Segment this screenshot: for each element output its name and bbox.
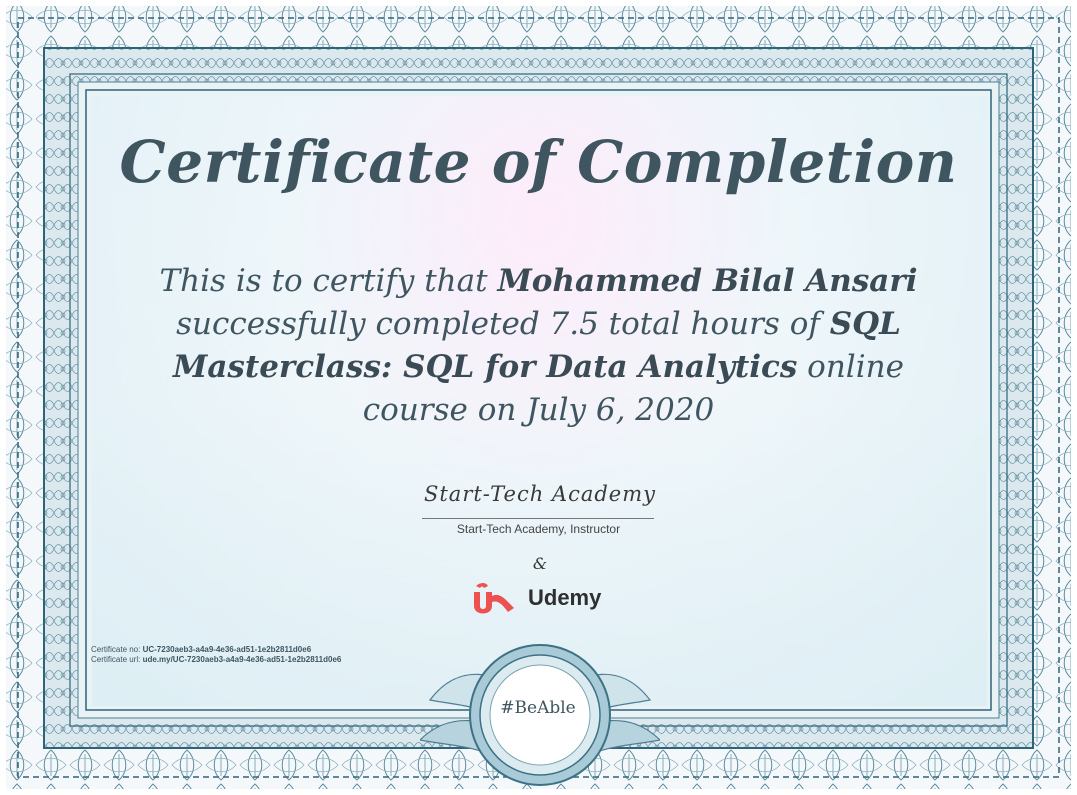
instructor-signature: Start-Tech Academy (423, 482, 657, 506)
recipient-name: Mohammed Bilal Ansari (497, 263, 918, 299)
udemy-wordmark: Udemy (528, 585, 602, 610)
cert-url-label: Certificate url: (91, 655, 143, 664)
statement-middle: successfully completed 7.5 total hours of (176, 306, 830, 342)
certificate-number-row (91, 645, 431, 655)
certificate-title: Certificate of Completion (119, 128, 958, 196)
course-name: SQL Masterclass: SQL for Data Analytics (173, 306, 901, 385)
cert-no: UC-7230aeb3-a4a9-4e36-ad51-1e2b2811d0e6 (142, 645, 312, 654)
statement-intro: This is to certify that (159, 263, 498, 299)
statement-suffix: online course on July 6, 2020 (362, 349, 904, 428)
certificate-url-row (91, 655, 431, 665)
ampersand: & (532, 554, 548, 573)
signature-line (422, 518, 654, 519)
instructor-caption: Start-Tech Academy, Instructor (456, 522, 621, 536)
cert-url[interactable]: ude.my/UC-7230aeb3-a4a9-4e36-ad51-1e2b2811d0e6 (142, 655, 342, 664)
certificate-info (91, 645, 431, 665)
cert-no-label: Certificate no: (91, 645, 143, 654)
seal-text: #BeAble (500, 698, 576, 718)
certificate-statement (120, 260, 957, 432)
